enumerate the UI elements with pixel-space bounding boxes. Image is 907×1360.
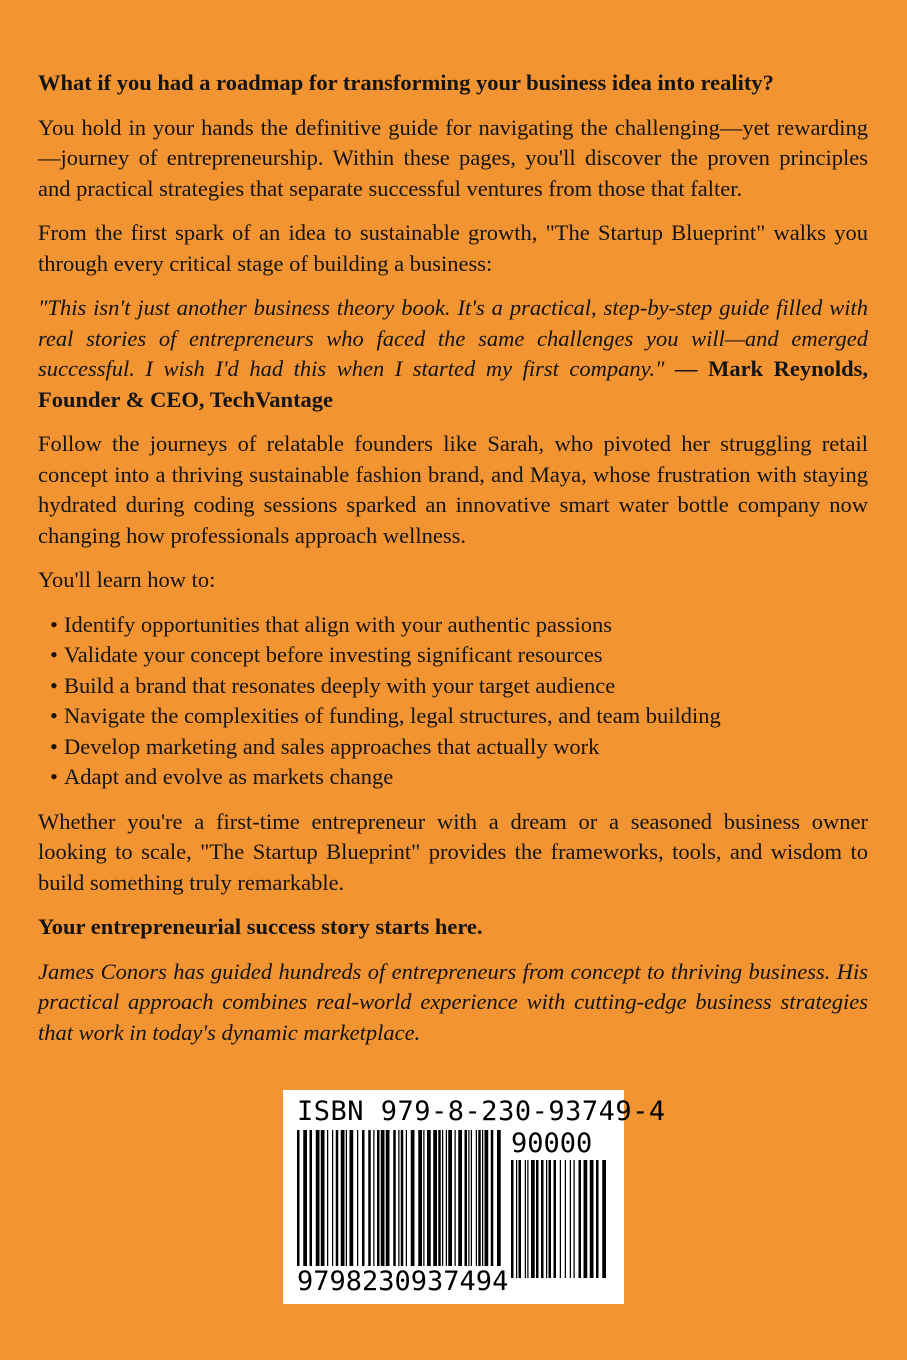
barcode-bar [423, 1130, 424, 1278]
barcode-bar [465, 1130, 468, 1278]
barcode-bar [433, 1130, 437, 1278]
addon-bar [584, 1160, 588, 1278]
barcode-bar [357, 1130, 358, 1278]
barcode-bar [446, 1130, 447, 1278]
addon-bar [570, 1160, 571, 1278]
intro-paragraph: You hold in your hands the definitive guide for navigating the challenging—yet rewarding—journey of entrepreneurship. Within these pages, you'll discover the proven principles and practical strategies that separate successful ventures from those that falter. [38, 114, 868, 201]
barcode-bar [448, 1130, 452, 1278]
barcode-bar [373, 1130, 374, 1278]
barcode-bar [401, 1130, 404, 1278]
barcode-bar [482, 1130, 483, 1278]
barcode-bar [336, 1130, 339, 1278]
list-item: • Identify opportunities that align with your authentic passions [38, 610, 868, 641]
addon-bar [541, 1160, 544, 1278]
overview-paragraph: From the first spark of an idea to sustainable growth, "The Startup Blueprint" walks you through every critical stage of building a business: [38, 220, 868, 276]
barcode-bar [471, 1130, 472, 1278]
barcode-bar [485, 1130, 489, 1278]
addon-bar [519, 1160, 522, 1278]
barcode-bar [316, 1130, 320, 1278]
isbn-label: ISBN 979-8-230-93749-4 [297, 1096, 666, 1127]
addon-bar [574, 1160, 575, 1278]
list-item: • Adapt and evolve as markets change [38, 762, 868, 793]
quote-text: "This isn't just another business theory book. It's a practical, step-by-step guide filled with real stories of entrepreneurs who faced the same challenges you will—and emerged successful. I wish I'd had this when I started my first company." [38, 295, 868, 381]
addon-bar [590, 1160, 594, 1278]
barcode-bar [297, 1130, 300, 1278]
barcode-bar [346, 1130, 347, 1278]
addon-bar [602, 1160, 606, 1278]
addon-bar [527, 1160, 528, 1278]
addon-bar [516, 1160, 517, 1278]
addon-bar [511, 1160, 514, 1278]
stories-paragraph: Follow the journeys of relatable founders like Sarah, who pivoted her struggling retail concept into a thriving sustainable fashion brand, and Maya, whose frustration with staying hydrated during coding sessions sparked an innovative smart water bottle company now changing how professionals approach wellness. [38, 431, 868, 548]
barcode-bar [427, 1130, 431, 1278]
back-cover-text [38, 68, 868, 1062]
barcode-bar [398, 1130, 399, 1278]
addon-bar [531, 1160, 535, 1278]
barcode-bar [381, 1130, 385, 1278]
learn-intro: You'll learn how to: [38, 567, 216, 592]
addon-bar [549, 1160, 552, 1278]
price-code: 90000 [511, 1128, 593, 1159]
barcode-bar [362, 1130, 365, 1278]
barcode-bar [468, 1130, 469, 1278]
barcode-bar [368, 1130, 371, 1278]
list-item: • Navigate the complexities of funding, legal structures, and team building [38, 701, 868, 732]
barcode-bar [418, 1130, 422, 1278]
barcode-bar [332, 1130, 333, 1278]
barcode-bar [341, 1130, 345, 1278]
barcode-bar [393, 1130, 396, 1278]
learning-list [38, 610, 868, 793]
list-item: • Validate your concept before investing significant resources [38, 640, 868, 671]
barcode-bar [455, 1130, 456, 1278]
barcode-bar [377, 1130, 380, 1278]
barcode-bar [386, 1130, 390, 1278]
testimonial-quote [38, 293, 868, 415]
barcode-bar [458, 1130, 462, 1278]
barcode-bar [303, 1130, 307, 1278]
barcode-bar [310, 1130, 313, 1278]
addon-bar [565, 1160, 566, 1278]
barcode-digits: 9798230937494 [297, 1266, 509, 1297]
barcode-bar [406, 1130, 407, 1278]
barcode-bar [476, 1130, 477, 1278]
headline: What if you had a roadmap for transforming your business idea into reality? [38, 70, 774, 95]
addon-bar [560, 1160, 561, 1278]
barcode-bar [411, 1130, 415, 1278]
quote-attribution: — Mark Reynolds, Founder & CEO, TechVantage [38, 356, 869, 412]
barcode-bar [497, 1130, 501, 1278]
barcode-bar [321, 1130, 325, 1278]
barcode-bar [327, 1130, 328, 1278]
addon-bar [525, 1160, 526, 1278]
addon-bar [554, 1160, 557, 1278]
barcode-bar [491, 1130, 494, 1278]
addon-bar [536, 1160, 539, 1278]
call-to-action: Your entrepreneurial success story starts here. [38, 914, 483, 939]
barcode-bar [438, 1130, 441, 1278]
list-item: • Develop marketing and sales approaches that actually work [38, 732, 868, 763]
whether-paragraph: Whether you're a first-time entrepreneur with a dream or a seasoned business owner looking to scale, "The Startup Blueprint" provides the frameworks, tools, and wisdom to build something truly remarkable. [38, 808, 868, 895]
author-bio: James Conors has guided hundreds of entrepreneurs from concept to thriving business. His practical approach combines real-world experience with cutting-edge business strategies that work in today's dynamic marketplace. [38, 958, 868, 1045]
addon-bar [546, 1160, 547, 1278]
addon-bar [596, 1160, 599, 1278]
barcode-bar [478, 1130, 481, 1278]
addon-bar [579, 1160, 582, 1278]
list-item: • Build a brand that resonates deeply with your target audience [38, 671, 868, 702]
isbn-barcode [283, 1090, 666, 1304]
barcode-bar [442, 1130, 443, 1278]
barcode-bar [350, 1130, 354, 1278]
